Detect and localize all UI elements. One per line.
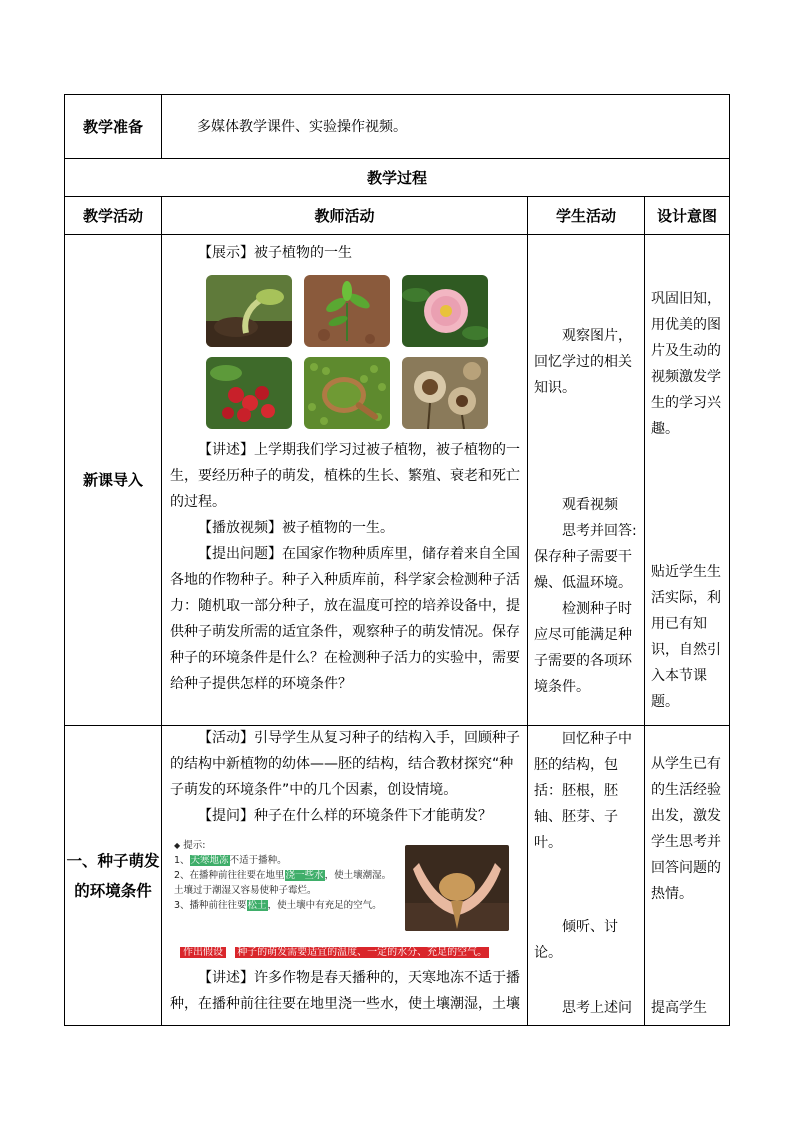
hint4-highlight: 松土 [247, 900, 267, 911]
col-divider [161, 94, 162, 159]
student-watch: 观看视频 [562, 497, 618, 513]
student-think2: 思考上述问 [562, 1000, 632, 1016]
show-text: 【展示】被子植物的一生 [198, 245, 352, 261]
design-review: 巩固旧知，用优美的图片及生动的视频激发学生的学习兴趣。 [651, 291, 721, 437]
diamond-bullet-icon: ◆ [174, 841, 181, 850]
pink-flower-photo [402, 275, 488, 347]
col-divider [527, 196, 528, 1026]
table-border-right [729, 94, 730, 1026]
explain2-text: 【讲述】许多作物是春天播种的，天寒地冻不适于播种，在播种前往往要在地里浇一些水，使土壤潮湿，土壤 [170, 970, 520, 1012]
design-intro: 贴近学生生活实际，利用已有知识，自然引入本节课题。 [651, 564, 721, 710]
lesson-plan-table [64, 94, 730, 1026]
question-text: 【提出问题】在国家作物种质库里，储存着来自全国各地的作物种子。种子入种质库前，科学家会检测种子活力：随机取一部分种子，放在温度可控的培养设备中，提供种子萌发所需的适宜条件，观察种子的萌发情况。保存种子的环境条件是什么？在检测种子活力的实验中，需要给种子提供怎样的环境条件？ [170, 546, 520, 692]
table-border-top [64, 94, 730, 95]
seedling-sprout-photo [206, 275, 292, 347]
header-design: 设计意图 [656, 206, 717, 225]
seed-head-photo [402, 357, 488, 429]
student-observe: 观察图片，回忆学过的相关知识。 [534, 328, 632, 396]
young-plant-photo [304, 275, 390, 347]
col-divider [644, 196, 645, 1026]
hypothesis-bar [180, 946, 520, 960]
hint4-suffix: ，使土壤中有充足的空气。 [267, 900, 382, 911]
header-student: 学生活动 [555, 206, 616, 225]
prep-content: 多媒体教学课件、实验操作视频。 [197, 119, 407, 135]
hypothesis-text: 种子的萌发需要适宜的温度、一定的水分、充足的空气。 [237, 947, 488, 958]
row-divider [64, 234, 730, 235]
design-improve: 提高学生 [651, 1000, 707, 1016]
header-teacher: 教师活动 [314, 206, 375, 225]
explain-text: 【讲述】上学期我们学习过被子植物，被子植物的一生，要经历种子的萌发，植株的生长、繁殖、衰老和死亡的过程。 [170, 442, 520, 510]
hint2-prefix: 2、在播种前往往要在地里 [174, 870, 285, 881]
hint1-suffix: 不适于播种。 [229, 855, 287, 866]
hint-title: 提示: [183, 840, 206, 851]
student-recall: 回忆种子中胚的结构，包括：胚根，胚轴、胚芽、子叶。 [534, 731, 632, 851]
hypothesis-label: 作出假设 [180, 947, 226, 958]
student-discuss: 倾听、讨论。 [534, 919, 618, 961]
hint1-prefix: 1、 [174, 855, 190, 866]
student-answer-dry: 保存种子需要干燥、低温环境。 [534, 549, 632, 591]
student-think: 思考并回答: [562, 523, 637, 539]
process-title: 教学过程 [366, 168, 427, 187]
hint3-text: 土壤过于潮湿又容易使种子霉烂。 [174, 885, 317, 896]
red-berries-photo [206, 357, 292, 429]
hint2-highlight: 浇一些水 [285, 870, 324, 881]
hands-holding-seeds-photo [405, 845, 509, 931]
table-border-bottom [64, 1025, 730, 1026]
prep-label: 教学准备 [82, 117, 143, 136]
section2-label: 一、种子萌发的环境条件 [66, 851, 160, 900]
student-answer-test: 检测种子时应尽可能满足种子需要的各项环境条件。 [534, 601, 632, 695]
section1-label: 新课导入 [82, 471, 143, 489]
header-activity: 教学活动 [82, 206, 143, 225]
activity-text: 【活动】引导学生从复习种子的结构入手，回顾种子的结构中新植物的幼体——胚的结构，结合教材探究“种子萌发的环境条件”中的几个因素，创设情境。 [170, 730, 520, 798]
hint2-suffix: ，使土壤潮湿。 [324, 870, 392, 881]
mung-beans-photo [304, 357, 390, 429]
video-text: 【播放视频】被子植物的一生。 [198, 520, 394, 536]
hint1-highlight: 天寒地冻 [190, 855, 229, 866]
hint4-prefix: 3、播种前往往要 [174, 900, 247, 911]
hint-slide [174, 838, 404, 913]
col-divider [161, 196, 162, 1026]
ask-text: 【提问】种子在什么样的环境条件下才能萌发？ [198, 808, 492, 824]
design-experience: 从学生已有的生活经验出发，激发学生思考并回答问题的热情。 [651, 756, 721, 902]
